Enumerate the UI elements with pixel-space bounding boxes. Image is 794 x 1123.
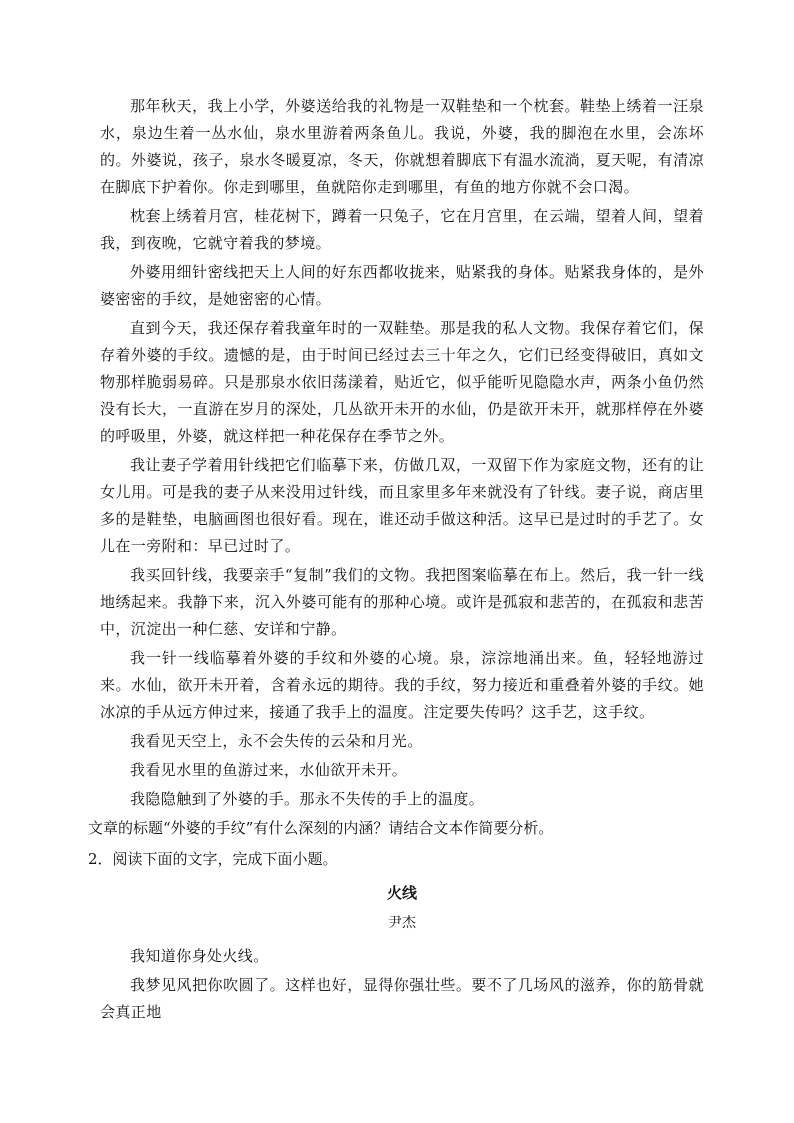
article-paragraph-1: 我知道你身处火线。 — [130, 947, 269, 965]
item-2-label: 2．阅读下面的文字，完成下面小题。 — [88, 850, 338, 868]
paragraph-6: 我买回针线，我要亲手“复制”我们的文物。我把图案临摹在布上。然后，我一针一线地绣起来。我静下来，沉入外婆可能有的那种心境。或许是孤寂和悲苦的，在孤寂和悲苦中，沉淀出一种仁慈、安详和宁静。 — [100, 566, 704, 638]
article-title: 火线 — [386, 884, 417, 902]
article-author: 尹杰 — [388, 915, 416, 931]
paragraph-2: 枕套上绣着月宫，桂花树下，蹲着一只兔子，它在月宫里，在云端，望着人间，望着我，到夜晚，它就守着我的梦境。 — [100, 207, 704, 252]
paragraph-4: 直到今天，我还保存着我童年时的一双鞋垫。那是我的私人文物。我保存着它们，保存着外婆的手纹。遗憾的是，由于时间已经过去三十年之久，它们已经变得破旧，真如文物那样脆弱易碎。只是那泉水依旧荡漾着，贴近它，似乎能听见隐隐水声，两条小鱼仍然没有长大，一直游在岁月的深处，几丛欲开未开的水仙，仍是欲开未开，就那样停在外婆的呼吸里，外婆，就这样把一种花保存在季节之外。 — [100, 319, 704, 445]
paragraph-5: 我让妻子学着用针线把它们临摹下来，仿做几双，一双留下作为家庭文物，还有的让女儿用。可是我的妻子从来没用过针线，而且家里多年来就没有了针线。妻子说，商店里多的是鞋垫，电脑画图也很好看。现在，谁还动手做这种活。这早已是过时的手艺了。女儿在一旁附和：早已过时了。 — [100, 456, 704, 555]
document-content — [88, 93, 704, 1028]
paragraph-3: 外婆用细针密线把天上人间的好东西都收拢来，贴紧我的身体。贴紧我身体的，是外婆密密的手纹，是她密密的心情。 — [100, 263, 704, 308]
paragraph-8: 我看见天空上，永不会失传的云朵和月光。 — [130, 732, 423, 750]
paragraph-1: 那年秋天，我上小学，外婆送给我的礼物是一双鞋垫和一个枕套。鞋垫上绣着一汪泉水，泉边生着一丛水仙，泉水里游着两条鱼儿。我说，外婆，我的脚泡在水里，会冻坏的。外婆说，孩子，泉水冬暖夏凉，冬天，你就想着脚底下有温水流淌，夏天呢，有清凉在脚底下护着你。你走到哪里，鱼就陪你走到哪里，有鱼的地方你就不会口渴。 — [100, 97, 704, 196]
paragraph-10: 我隐隐触到了外婆的手。那永不失传的手上的温度。 — [130, 790, 485, 808]
article-paragraph-2: 我梦见风把你吹圆了。这样也好，显得你强壮些。要不了几场风的滋养，你的筋骨就会真正地 — [100, 976, 704, 1021]
question-1: 文章的标题“外婆的手纹”有什么深刻的内涵？请结合文本作简要分析。 — [88, 819, 554, 837]
paragraph-7: 我一针一线临摹着外婆的手纹和外婆的心境。泉，淙淙地涌出来。鱼，轻轻地游过来。水仙，欲开未开着，含着永远的期待。我的手纹，努力接近和重叠着外婆的手纹。她冰凉的手从远方伸过来，接通了我手上的温度。注定要失传吗？这手艺，这手纹。 — [100, 649, 704, 721]
paragraph-9: 我看见水里的鱼游过来，水仙欲开未开。 — [130, 761, 408, 779]
